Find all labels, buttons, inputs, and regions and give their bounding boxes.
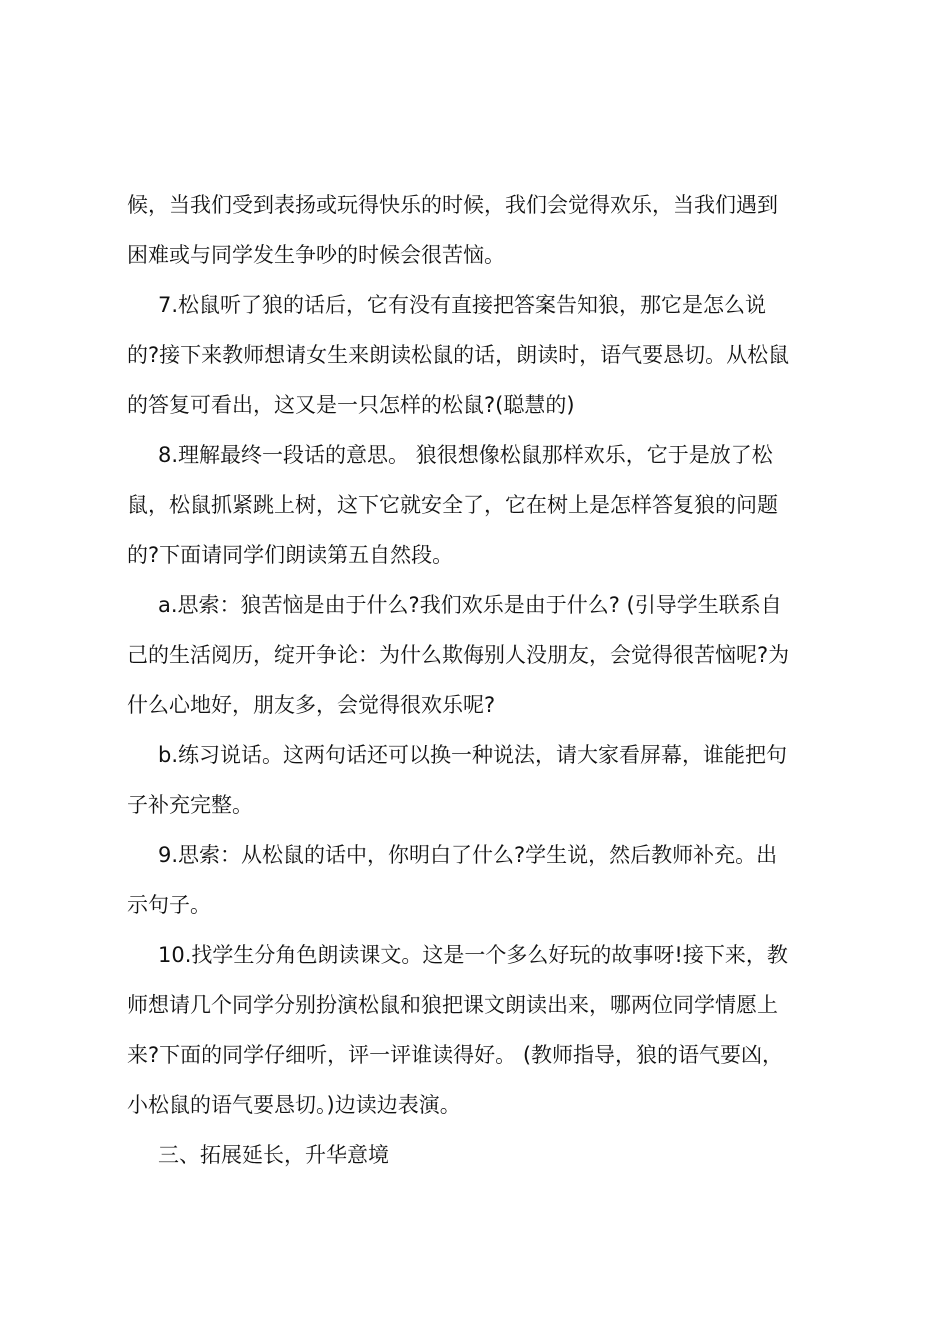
text-line: b.练习说话。这两句话还可以换一种说法，请大家看屏幕，谁能把句 bbox=[158, 743, 788, 767]
text-line: 9.思索：从松鼠的话中，你明白了什么?学生说，然后教师补充。出 bbox=[158, 843, 778, 867]
text-line: a.思索：狼苦恼是由于什么?我们欢乐是由于什么? (引导学生联系自 bbox=[158, 593, 782, 617]
paragraph-step-b bbox=[127, 730, 833, 830]
paragraph-step-10 bbox=[127, 930, 833, 1130]
text-line: 候，当我们受到表扬或玩得快乐的时候，我们会觉得欢乐，当我们遇到 bbox=[127, 193, 778, 217]
text-line: 子补充完整。 bbox=[127, 793, 253, 817]
text-line: 的?接下来教师想请女生来朗读松鼠的话，朗读时，语气要恳切。从松鼠 bbox=[127, 343, 790, 367]
text-line: 三、拓展延长，升华意境 bbox=[158, 1143, 389, 1167]
paragraph-step-8 bbox=[127, 430, 833, 580]
text-line: 示句子。 bbox=[127, 893, 211, 917]
paragraph-continuation bbox=[127, 180, 833, 280]
paragraph-step-7 bbox=[127, 280, 833, 430]
text-line: 8.理解最终一段话的意思。 狼很想像松鼠那样欢乐，它于是放了松 bbox=[158, 443, 773, 467]
paragraph-step-9 bbox=[127, 830, 833, 930]
text-line: 己的生活阅历，绽开争论：为什么欺侮别人没朋友，会觉得很苦恼呢?为 bbox=[127, 643, 790, 667]
text-line: 7.松鼠听了狼的话后，它有没有直接把答案告知狼，那它是怎么说 bbox=[158, 293, 767, 317]
text-line: 鼠，松鼠抓紧跳上树，这下它就安全了，它在树上是怎样答复狼的问题 bbox=[127, 493, 778, 517]
text-line: 来?下面的同学仔细听，评一评谁读得好。 (教师指导，狼的语气要凶， bbox=[127, 1043, 784, 1067]
text-line: 师想请几个同学分别扮演松鼠和狼把课文朗读出来，哪两位同学情愿上 bbox=[127, 993, 778, 1017]
text-line: 10.找学生分角色朗读课文。这是一个多么好玩的故事呀!接下来，教 bbox=[158, 943, 788, 967]
section-heading bbox=[127, 1130, 833, 1180]
document-page bbox=[127, 180, 833, 1180]
text-line: 小松鼠的语气要恳切。)边读边表演。 bbox=[127, 1093, 461, 1117]
text-line: 的?下面请同学们朗读第五自然段。 bbox=[127, 543, 454, 567]
text-line: 的答复可看出，这又是一只怎样的松鼠?(聪慧的) bbox=[127, 393, 575, 417]
text-line: 困难或与同学发生争吵的时候会很苦恼。 bbox=[127, 243, 505, 267]
paragraph-step-a bbox=[127, 580, 833, 730]
text-line: 什么心地好，朋友多，会觉得很欢乐呢? bbox=[127, 693, 496, 717]
